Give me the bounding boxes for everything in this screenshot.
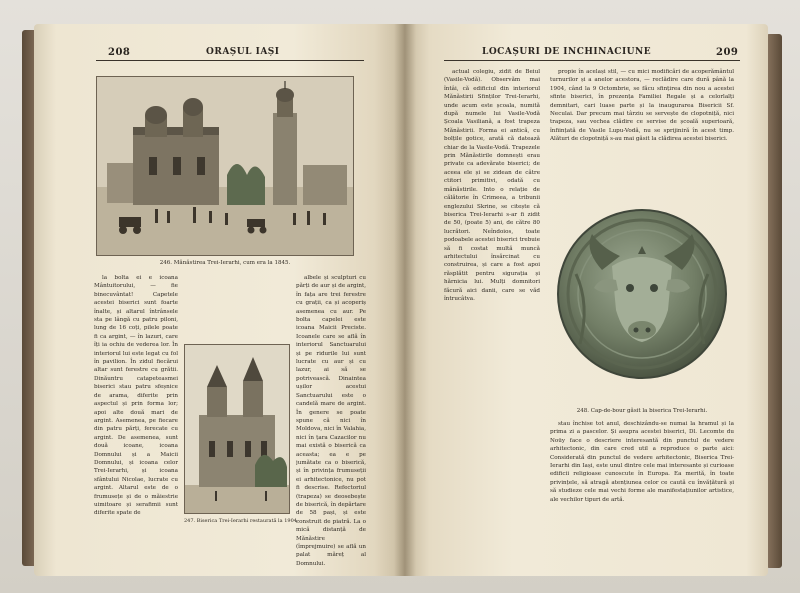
right-col2-paragraph: propie în același stil, — cu mici modificări de acoperământul turnurilor și a anelor acestora, — reclădire care dură până la 1904, când la 9 Octombrie, se făcu sfințirea din nou a acestei sfinte biserici, în prezența Familiei Regale și a celorlalți demnitari, cari luase parte și la inaugurarea Bisericii Sf. Neculai. Dar precum mai târziu se servește de clopotniță, nici trapeza, sau vechea clădire ce servise de școală superioară, înființată de Vasile Lupu-Vodă, nu se sprijiniră în acest timp. Alături de clopotniță s-au mai găsit la clădirea acestei biserici. bbox=[550, 69, 734, 143]
right-page bbox=[404, 24, 768, 576]
figure-medallion bbox=[550, 194, 734, 404]
left-col1-paragraph: la bolta ei e icoana Mântuitorului, — fie binecuvântat! Capetele acestei biserici sunt foarte înalte, și altarul întrânsele sta pe lângă cu patru piloni, lung de 16 coți, pilele poate fi ca argint, — în lazuri, care îți ia ochiu de vederea lor. În interiorul lui este legat cu fol în pavilion. În zidul fiecărui altar sunt ferestre cu grătii. Dinăuntru catapeteasmei biserici stau patru sfeșnice de arama, diferite prin aspectul și prin forma lor; apoi alte două mari de argint. Asemenea, pe fiecare din patru părți, ferecate cu argint. De asemenea, sunt două icoane, icoana Domnului și a Maicii Domnului, și icoana celor Trei-Ierarhi, și icoana sfântului Nicolae, lucrate cu argint. Altarul este de o frumusețe și de o măiestrie uimitoare și serafimii sunt diferite spate de bbox=[94, 275, 178, 517]
right-page-number: 209 bbox=[716, 47, 739, 58]
figure-246-caption: 246. Mănăstirea Trei-Ierarhi, cum era la 1845. bbox=[159, 260, 291, 266]
left-running-title: ORAȘUL IAȘI bbox=[206, 47, 280, 57]
figure-248-caption: 248. Cap-de-bour găsit la biserica Trei-Ierarhi. bbox=[576, 408, 708, 414]
left-column-2-text bbox=[296, 274, 366, 566]
right-col3-paragraph: stau închise tot anul, deschizându-se numai la hramul și la prima zi a pascelor. Și asupra acestei biserici, Dl. Lecomte du Noüy face o descriere interesantă din punctul de vedere arhitectonic, din care cred util a reproduce o parte aici: Considerată din punctul de vedere arhitectonic, Biserica Trei-Ierarhi din Iași, este unul dintre cele mai interesante și curioase edificii religioase cunoscute în Europa. Ea merită, în toate privințele, să atragă atențiunea celor ce caută cu învățătură și să studieze cele mai vechi forme ale manifestațiunilor artistice, ale vechilor tipuri de artă. bbox=[550, 421, 734, 503]
figure-engraving-1845 bbox=[96, 76, 354, 256]
book-cover-right-edge bbox=[766, 34, 782, 568]
aurochs-head-medallion-illustration bbox=[550, 194, 734, 404]
right-running-title: LOCAȘURI DE INCHINACIUNE bbox=[482, 47, 652, 57]
right-column-1-text bbox=[444, 68, 540, 566]
left-page-number: 208 bbox=[108, 47, 131, 58]
left-column-1-text bbox=[94, 274, 178, 566]
right-column-3-text bbox=[550, 420, 734, 566]
header-rule bbox=[96, 60, 364, 61]
figure-inset-1904 bbox=[184, 344, 290, 514]
restored-church-illustration bbox=[185, 345, 290, 514]
right-col1-paragraph: actual colegiu, zidit de Beiul (Vasile-Vodă). Observăm mai întâi, că edificiul din interiorul Mănăstirii Sfinților Trei-Ierarhi, unde acum este școala, numită după numele lui Vasile-Vodă Școala Vasiliană, a fost trapeza Mănăstirii. Forma ei antică, cu bolțile gotice, arată că datează chiar de la Vasile-Vodă. Trapezele prin Mănăstirile domnești erau private ca adevărate biserici; de aceea ele și se zidean de către ctitori primitivi, odată cu mănăstirile. Into o relație de călătorie în Crimeea, a tribunii englezului Skrine, se citește că biserica Trei-Ierarhi s-ar fi zidit de 50, (poate 5) ani, de către 80 lucrători. Neîndoios, toate podoabele acestei biserici trebuie să fi costat multă muncă arhitectului însărcinat cu construirea, și care a fost apoi răsplătit pentru sigurația și hărnicia lui. Mulți domnitori făcură aici danii, care se văd întrucâtva. bbox=[444, 69, 540, 302]
book-gutter-shadow bbox=[394, 24, 416, 576]
header-rule bbox=[444, 60, 740, 61]
engraving-illustration bbox=[97, 77, 354, 256]
left-col2-paragraph: albele și sculpturi cu părți de aur și de argint, în fața are trei ferestre cu grații, ca și acoperiș asemenea cu aur. Pe bolta capelei este icoana Maicii Preciste. Icoanele care se află în interiorul Sanctuarului și pe ridurile lui sunt lucrate cu aur și cu lazur, ai să se potrivească. Dinaintea ușilor acestui Sanctuarului este o candelă mare de argint. În genere se poate spune că nici în Moldova, nici în Valahia, nici în țara Cazacilor nu mai există o biserică ca aceasta; ea e pe jumătate ca o biserică, și în privința frumuseții ei arhitectonice, nu pot fi descrise. Refectoriul (trapeza) se deosebește de biserică, în depărtare de 58 pași, și este construit de piatră. La o mică distanță de Mănăstire (împrejmuire) se află un palat măreț al Domnului. bbox=[296, 275, 366, 566]
figure-247-caption: 247. Biserica Trei-Ierarhi restaurată la 1904. bbox=[184, 518, 299, 524]
right-column-2-text bbox=[550, 68, 734, 190]
left-page bbox=[34, 24, 404, 576]
open-book bbox=[22, 24, 782, 576]
